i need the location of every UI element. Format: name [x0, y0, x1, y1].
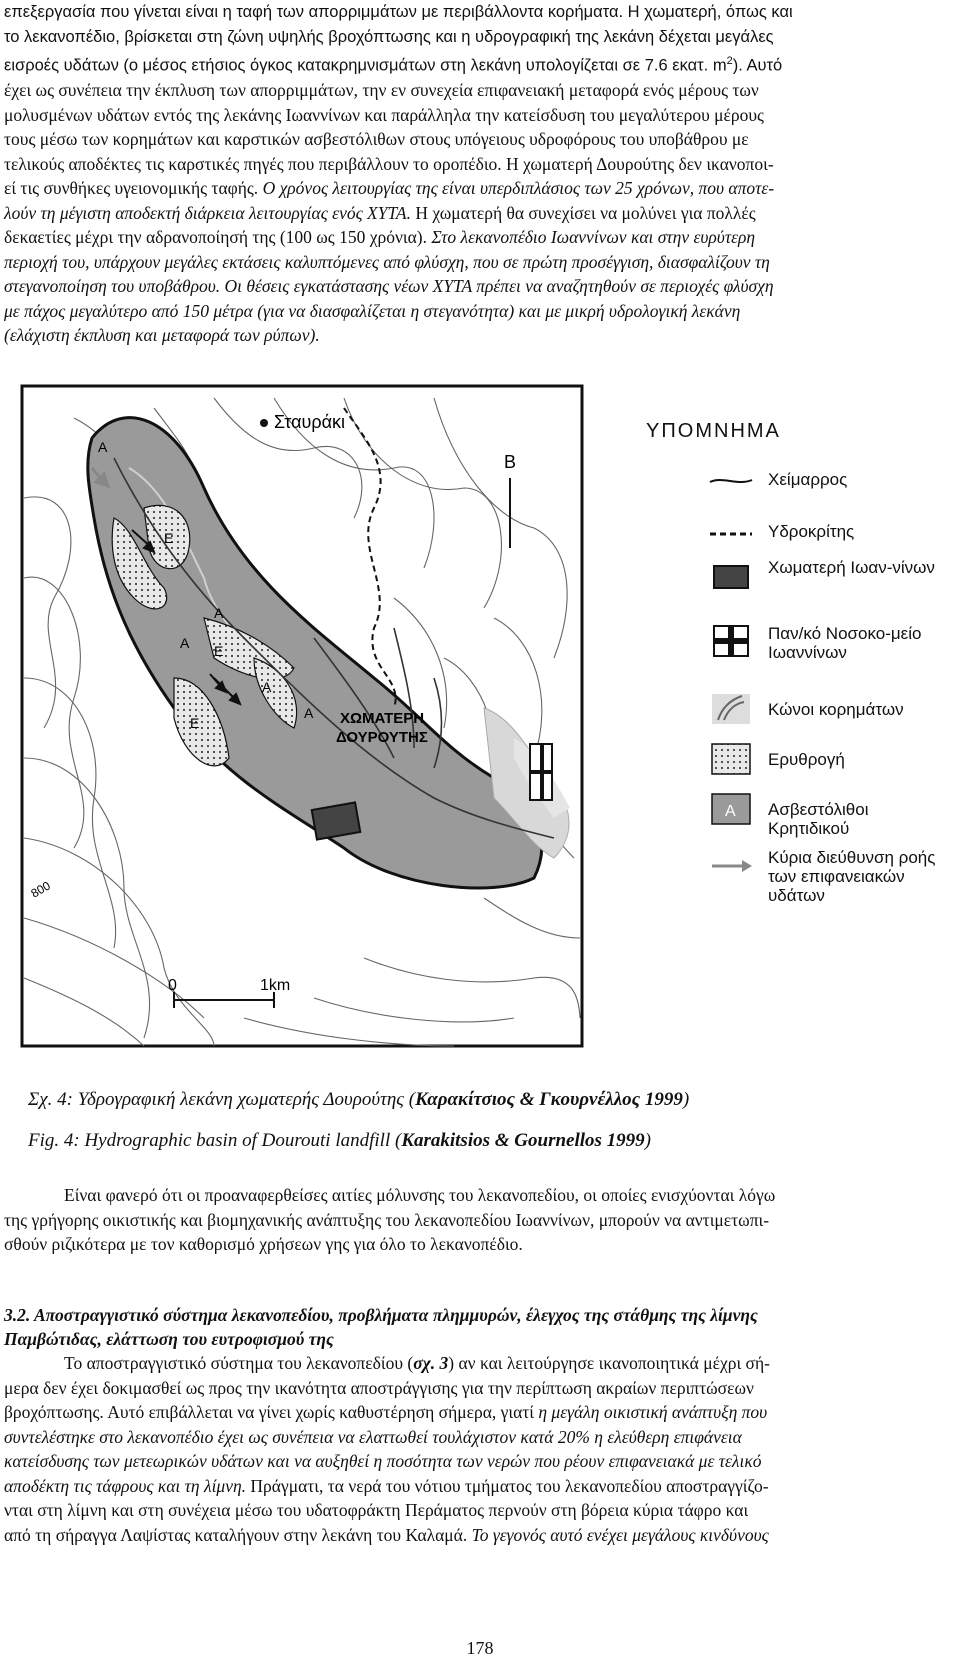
para3-line-3: βροχόπτωσης. Αυτό επιβάλλεται να γίνει χωρίς καθυστέρηση σήμερα, γιατί η μεγάλη οικιστική ανάπτυξη που [4, 1402, 768, 1422]
para1-line-10: δεκαετίες μέχρι την αδρανοποίησή της (100 ως 150 χρόνια). Στο λεκανοπέδιο Ιωαννίνων και στην ευρύτερη [4, 227, 756, 247]
limestone-symbol-icon [708, 792, 754, 826]
section-title-line-2: Παμβώτιδας, ελάττωση του ευτροφισμού της [4, 1329, 334, 1349]
para3-line-7: νται στη λίμνη και στη συνέχεια μέσω του υδατοφράκτη Περάματος περνούν στη βόρεια κύρια τάφρο και [4, 1500, 749, 1520]
para3-line-2: μερα δεν έχει δοκιμασθεί ως προς την ικανότητα αποστράγγισης για την περίπτωση ακραίων περιπτώσεων [4, 1377, 754, 1398]
terra-rossa-symbol-icon [708, 742, 754, 776]
caption-english: Fig. 4: Hydrographic basin of Dourouti landfill (Karakitsios & Gournellos 1999) [28, 1130, 651, 1151]
landfill-label-2: ΔΟΥΡΟΥΤΗΣ [336, 729, 428, 746]
page-number: 178 [466, 1638, 494, 1658]
legend-item-limestone: Α Ασβεστόλιθοι Κρητιδικού [628, 788, 938, 844]
legend-item-terra-rossa: Ερυθρογή [628, 738, 938, 794]
label-e-1: Ε [164, 530, 174, 546]
svg-text:Α: Α [725, 803, 736, 820]
section-title [4, 1303, 952, 1351]
paragraph-3 [4, 1351, 952, 1547]
label-a-4: Α [304, 705, 314, 721]
para3-line-5: κατείσδυσης των μετεωρικών υδάτων και να αυξηθεί η ποσότητα των νερών που ρέουν επιφανειακά με τελικό [4, 1451, 762, 1471]
para1-line-14: (ελάχιστη έκπλυση και μεταφορά των ρύπων). [4, 325, 320, 345]
legend-item-hospital: Παν/κό Νοσοκο-μείο Ιωαννίνων [628, 620, 938, 676]
paragraph-2 [4, 1183, 952, 1257]
para1-line-4: έχει ως συνέπεια την έκπλυση των απορριμμάτων, την εν συνεχεία επιφανειακή μεταφορά ενός μέρους των [4, 80, 759, 100]
scale-km: 1km [260, 977, 291, 994]
para1-line-7: τελικούς αποδέκτες τις καρστικές πηγές που περιβάλλουν το οροπέδιο. Η χωματερή Δουρούτης δεν ικανοποι- [4, 153, 774, 174]
para2-line-1: Είναι φανερό ότι οι προαναφερθείσες αιτίες μόλυνσης του λεκανοπεδίου, οι οποίες ενισχύονται λόγω [64, 1185, 776, 1205]
scale-zero: 0 [168, 977, 177, 994]
label-e-2: Ε [214, 643, 224, 659]
para3-line-8: από τη σήραγγα Λαψίστας καταλήγουν στην λεκάνη του Καλαμά. Το γεγονός αυτό ενέχει μεγάλους κινδύνους [4, 1524, 769, 1545]
north-label: Β [504, 452, 517, 472]
caption-greek: Σχ. 4: Υδρογραφική λεκάνη χωματερής Δουρούτης (Καρακίτσιος & Γκουρνέλλος 1999) [28, 1089, 690, 1110]
label-e-3: Ε [190, 715, 200, 731]
landfill-symbol-icon [708, 560, 754, 594]
landfill-symbol [312, 802, 361, 839]
para3-line-1: Το αποστραγγιστικό σύστημα του λεκανοπεδίου (σχ. 3) αν και λειτούργησε ικανοποιητικά μέχρι σή- [64, 1353, 770, 1373]
legend-item-flow-direction: Κύρια διεύθυνση ροής των επιφανειακών υδάτων [628, 844, 938, 914]
hospital-symbol-icon [708, 624, 754, 658]
para1-line-1: επεξεργασία που γίνεται είναι η ταφή των απορριμμάτων με περιβάλλοντα κορήματα. Η χωματερή, όπως και [4, 3, 793, 21]
para2-line-2: της γρήγορης οικιστικής και βιομηχανικής ανάπτυξης του λεκανοπεδίου Ιωαννίνων, μπορούν να αντιμετωπι- [4, 1209, 770, 1230]
para1-line-11: περιοχή του, υπάρχουν μεγάλες εκτάσεις καλυπτόμενες από φλύσχη, που σε πρώτη προσέγγιση, διασφαλίζουν τη [4, 251, 770, 272]
para1-line-3: εισροές υδάτων (ο μέσος ετήσιος όγκος κατακρημνισμάτων στη λεκάνη υπολογίζεται σε 7.6 εκατ. $m^2$). Αυτό [4, 55, 783, 75]
para1-line-2: το λεκανοπέδιο, βρίσκεται στη ζώνη υψηλής βροχόπτωσης και η υδρογραφική της λεκάνη δέχεται μεγάλες [4, 27, 774, 46]
torrent-symbol-icon [708, 464, 754, 498]
label-a-3: Α [214, 605, 224, 621]
legend-item-scree: Κώνοι κορημάτων [628, 690, 938, 746]
label-a-5: Α [262, 679, 272, 695]
watershed-symbol-icon [708, 516, 754, 550]
label-a-2: Α [180, 635, 190, 651]
paragraph-1 [4, 0, 952, 348]
para1-line-9: λούν τη μέγιστη αποδεκτή διάρκεια λειτουργίας ενός ΧΥΤΑ. Η χωματερή θα συνεχίσει να μολύνει για πολλές [4, 202, 756, 223]
contour-label: 800 [28, 878, 53, 901]
legend-item-landfill: Χωματερή Ιωαν-νίνων [628, 554, 938, 610]
scree-cone-symbol-icon [708, 692, 754, 726]
para1-line-12: στεγανοποίηση του υποβάθρου. Οι θέσεις εγκατάστασης νέων ΧΥΤΑ πρέπει να αναζητηθούν σε περιοχές φλύσχη [4, 276, 774, 296]
para3-line-4: συντελέστηκε στο λεκανοπέδιο έχει ως συνέπεια να ελαττωθεί τουλάχιστον κατά 20% η ελεύθερη επιφάνεια [4, 1426, 742, 1447]
para3-line-6: αποδέκτη τις τάφρους και τη λίμνη. Πράγματι, τα νερά του νότιου τμήματος του λεκανοπεδίου αποστραγγίζο- [4, 1475, 769, 1496]
para1-line-6: τους μέσω των κορημάτων και καρστικών ασβεστόλιθων στους υπόγειους υδροφόρους του υποβάθρου με [4, 129, 749, 149]
map-legend [628, 398, 938, 1028]
para1-line-5: μολυσμένων υδάτων εντός της λεκάνης Ιωαννίνων και παράλληλα την κατείσδυση του μεγαλύτερου μέρους [4, 104, 764, 125]
legend-title: ΥΠΟΜΝΗΜΑ [646, 420, 781, 442]
figure-map [14, 378, 946, 1072]
para2-line-3: σθούν ριζικότερα με τον καθορισμό χρήσεων γης για όλο το λεκανοπέδιο. [4, 1234, 523, 1254]
label-a-1: Α [98, 439, 108, 455]
place-stavraki: Σταυράκι [274, 412, 346, 432]
legend-item-watershed: Υδροκρίτης [628, 508, 938, 564]
section-title-line-1: 3.2. Αποστραγγιστικό σύστημα λεκανοπεδίου, προβλήματα πλημμυρών, έλεγχος της στάθμης της λίμνης [4, 1305, 758, 1325]
landfill-label-1: ΧΩΜΑΤΕΡΗ [340, 710, 425, 727]
para1-line-8: εί τις συνθήκες υγειονομικής ταφής. Ο χρόνος λειτουργίας της είναι υπερδιπλάσιος των 25 χρόνων, που αποτε- [4, 178, 775, 198]
legend-item-torrent: Χείμαρρος [628, 456, 938, 512]
para1-line-13: με πάχος μεγαλύτερο από 150 μέτρα (για να διασφαλίζεται η στεγανότητα) και με μικρή υδρολογική λεκάνη [4, 300, 741, 321]
flow-arrow-icon [708, 852, 754, 886]
